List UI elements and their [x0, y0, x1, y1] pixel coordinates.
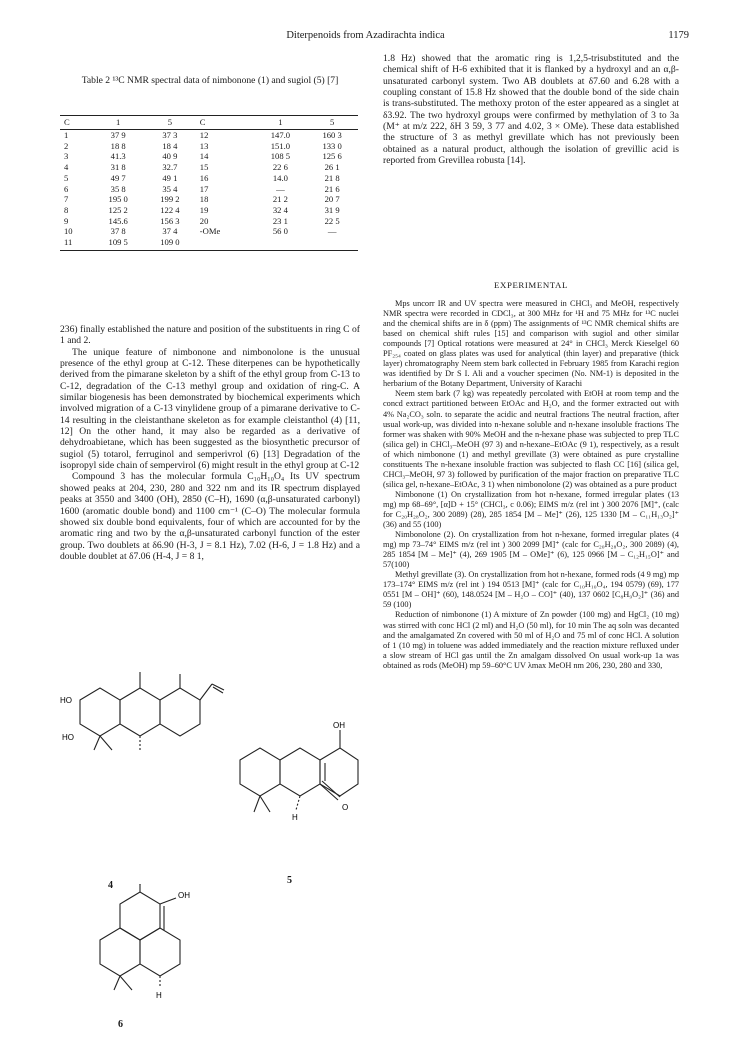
- table-cell: 6: [64, 183, 69, 194]
- table-cell: 21 8: [324, 172, 340, 183]
- table-header-cell: C: [196, 116, 255, 130]
- structure-label: 5: [287, 875, 292, 886]
- right-column-top: [383, 53, 679, 166]
- table-cell: 20 7: [324, 194, 340, 205]
- table-cell: 18 8: [110, 140, 126, 151]
- table-cell: —: [327, 226, 337, 237]
- table-cell: 125 2: [108, 204, 128, 215]
- table-cell: -OMe: [199, 226, 221, 237]
- table-cell: 49 1: [162, 172, 178, 183]
- table-cell: 147.0: [270, 130, 291, 140]
- page-number: 1179: [668, 30, 689, 41]
- paragraph: Nimbonone (1) On crystallization from hot n-hexane, formed irregular plates (13 mg) mp 68–69°, [α]D + 15° (CHCl₃, c 0.06); EIMS m/z (rel int ) 300 2076 [M]⁺, (calc for C₂₀H₂₈O₂, 300 2089) (28), 285 1854 [M – Me]⁺ (26), 125 1330 [M – C₁₁H₁₃O₂]⁺ (36) and 55 (100): [383, 489, 679, 530]
- paragraph: Methyl grevillate (3). On crystallization from hot n-hexane, formed rods (4 9 mg) mp 173–174° EIMS m/z (rel int ) 194 0513 [M]⁺ (calc for C₁₀H₁₀O₄, 194 0579) (69), 177 0551 [M – OH]⁺ (60), 148.0524 [M – H₂O – CO]⁺ (40), 137 0602 [C₈H₉O₂]⁺ (36) and 59 (100): [383, 570, 679, 610]
- structure-5: [230, 720, 360, 840]
- structure-label: 4: [108, 880, 113, 891]
- paragraph: Neem stem bark (7 kg) was repeatedly percolated with EtOH at room temp and the concd extract partitioned between EtOAc and H₂O, and the former extracted out with 4% Na₂CO₃ soln. to separate the acidic and neutral fractions The neutral fraction, after usual work-up, was divided into n-hexane soluble and n-hexane insoluble fractions The former was shaken with 90% MeOH and the n-hexane phase was subjected to prep TLC (silica gel) in CHCl₃–MeOH (97 3) and n-hexane–EtOAc (9 1), respectively, as a result of which nimbonone (1) and methyl grevillate (3) were obtained as pure crystalline constituents The n-hexane insoluble fraction was subjected to flash CC [16] (silica gel, CHCl₃–MeOH, 97 3) followed by purification of the major fraction on preparative TLC (silica gel, n-hexane–EtOAc, 3 1) when nimbonolone (2) was obtained as a pure product: [383, 389, 679, 489]
- table-header-cell: C: [60, 116, 92, 130]
- table-header-cell: 5: [306, 116, 358, 130]
- table-cell: 14: [199, 151, 209, 162]
- table-cell: [255, 237, 307, 250]
- table-cell: 122 4: [160, 204, 180, 215]
- table-row: [60, 151, 358, 162]
- table-cell: 4: [64, 162, 69, 173]
- running-header: [0, 30, 731, 44]
- table-cell: 9: [64, 215, 69, 226]
- table-header-cell: 1: [92, 116, 144, 130]
- table-cell: 37 8: [110, 226, 126, 237]
- table-cell: 14.0: [272, 172, 288, 183]
- table-cell: 3: [64, 151, 69, 162]
- table-cell: 109 5: [92, 237, 144, 250]
- table-cell: 35 8: [110, 183, 126, 194]
- table-cell: 19: [199, 204, 209, 215]
- atom-label: O: [342, 803, 349, 812]
- atom-label: H: [156, 991, 162, 1000]
- table-cell: 32.7: [162, 162, 178, 173]
- table-row: [60, 237, 358, 250]
- table-cell: [196, 237, 255, 250]
- table-cell: 40 9: [162, 151, 178, 162]
- table-cell: 21 2: [272, 194, 288, 205]
- nmr-table: [60, 115, 358, 251]
- table-cell: 10: [64, 226, 73, 237]
- table-header-cell: 1: [255, 116, 307, 130]
- paragraph: 236) finally established the nature and position of the substituents in ring C of 1 and 2.: [60, 324, 360, 347]
- section-heading: EXPERIMENTAL: [494, 280, 568, 290]
- atom-label: H: [292, 813, 298, 822]
- table-cell: 13: [199, 140, 209, 151]
- atom-label: OH: [178, 891, 190, 900]
- paragraph: The unique feature of nimbonone and nimbonolone is the unusual presence of the ethyl group at C-12. These diterpenes can be hypothetically derived from the pimarane skeleton by a shift of the ethyl group from C-13 to C-12, degradation of the C-13 methyl group and oxidation of ring-C. A similar biogenesis has been demonstrated by biochemical experiments which involved migration of a C-13 vinylidene group of a pimarane derivative to C-14 resulting in the cleistanthane skeleton as for example cleistanthol (4) [11, 12] On the other hand, it may also be regarded as a derivative of dehydroabietane, which has been suggested as the biosynthetic precursor of sugiol (5) totarol, ferruginol and semperivrol (6) [13] Degradation of the isopropyl side chain of sempervirol (6) might result in the ethyl group at C-12: [60, 346, 360, 472]
- paragraph: Reduction of nimbonone (1) A mixture of Zn powder (100 mg) and HgCl₂ (10 mg) was stirred with conc HCl (2 ml) and H₂O (50 ml), for 10 min The aq soln was decanted and the amalgamated Zn covered with 50 ml of H₂O and 75 ml of conc HCl. A solution of 1 (10 mg) in toluene was added immediately and the reaction mixture refluxed under a slow stream of HCl gas until the Zn amalgam dissolved On usual work-up 1a was obtained as rods (MeOH) mp 59–60°C UV λmax MeOH nm 206, 230, 280 and 330,: [383, 610, 679, 670]
- table-cell: 133 0: [322, 140, 342, 151]
- table-cell: 37 9: [110, 130, 126, 140]
- table-cell: —: [276, 183, 285, 194]
- table-cell: 108 5: [270, 151, 291, 162]
- table-cell: 31 8: [110, 162, 126, 173]
- table-cell: 32 4: [272, 204, 288, 215]
- table-row: [60, 184, 358, 195]
- table-header-row: [60, 116, 358, 130]
- table-cell: 22 5: [324, 215, 340, 226]
- table-cell: 8: [64, 204, 69, 215]
- atom-label: OH: [333, 721, 345, 730]
- paragraph: 1.8 Hz) showed that the aromatic ring is 1,2,5-trisubstituted and the chemical shift of H-6 exhibited that it is flanked by a hydroxyl and an α,β-unsaturated carbonyl system. Two AB doublets at δ7.60 and 6.28 with a coupling constant of 15.8 Hz showed that the double bond of the side chain is trans-substituted. The methoxy proton of the ester appeared as a singlet at δ3.92. The two hydroxyl groups were confirmed by methylation of 3 to 3a (M⁺ at m/z 222, δH 3 59, 3 77 and 4.02, 3 × OMe). These data established the structure of 3 as methyl grevillate which has not previously been obtained as a natural product, although the isolation of grevillic acid is reported from Grevillea robusta [14].: [383, 53, 679, 167]
- table-cell: 109 0: [144, 237, 196, 250]
- paragraph: Nimbonolone (2). On crystallization from hot n-hexane, formed irregular plates (4 mg) mp 73–74° EIMS m/z (rel int ) 300 2099 [M]⁺ (calc for C₂₀H₂₈O₂, 300 2089) (4), 285 1854 [M – Me]⁺ (4), 269 1905 [M – OMe]⁺ (6), 125 0966 [M – C₁₂H₁₅O]⁺ and 57(100): [383, 530, 679, 570]
- structure-4: [60, 640, 230, 880]
- table-cell: 11: [60, 237, 92, 250]
- table-cell: 1: [64, 130, 69, 140]
- table-cell: 41.3: [110, 151, 126, 162]
- running-title: Diterpenoids from Azadirachta indica: [286, 30, 445, 41]
- table-cell: 23 1: [272, 215, 288, 226]
- experimental-section: [383, 299, 679, 671]
- paragraph: Mps uncorr IR and UV spectra were measured in CHCl₃ and MeOH, respectively NMR spectra were recorded in CDCl₃, at 300 MHz for ¹H and 75 MHz for ¹³C nuclei and the chemical shifts are in δ (ppm) The assignments of ¹³C NMR chemical shifts are based on chemical shift rules [15] and comparison with sugiol and other similar compounds [7] Optical rotations were measured at 24° in CHCl₃ Merck Kieselgel 60 PF₂₅₄ coated on glass plates was used for analytical (thin layer) and preparative (thick layer) chromatography Neem stem bark collected in February 1985 from Karachi region was identified by Dr S I. Ali and a voucher specimen (No. NM-1) is deposited in the herbarium of the Botany Department, University of Karachi: [383, 299, 679, 389]
- table-row: [60, 130, 358, 141]
- table-cell: 2: [64, 140, 69, 151]
- table-row: [60, 216, 358, 227]
- table-cell: 15: [199, 162, 209, 173]
- structure-label: 6: [118, 1019, 123, 1030]
- table-row: [60, 141, 358, 152]
- structure-6: [60, 884, 220, 1014]
- table-cell: 5: [64, 172, 69, 183]
- table-row: [60, 205, 358, 216]
- table-cell: 21 6: [324, 183, 340, 194]
- table-cell: 37 3: [162, 130, 178, 140]
- table-cell: 199 2: [160, 194, 180, 205]
- table-cell: 31 9: [324, 204, 340, 215]
- table-cell: 18 4: [162, 140, 178, 151]
- table-cell: 12: [199, 130, 209, 140]
- table-cell: [306, 237, 358, 250]
- table-cell: 195 0: [108, 194, 128, 205]
- table-row: [60, 173, 358, 184]
- atom-label: HO: [62, 733, 74, 742]
- table-header-cell: 5: [144, 116, 196, 130]
- table-caption: Table 2 ¹³C NMR spectral data of nimbonone (1) and sugiol (5) [7]: [81, 75, 339, 86]
- table-cell: 49 7: [110, 172, 126, 183]
- table-row: [60, 194, 358, 205]
- table-cell: 20: [199, 215, 209, 226]
- atom-label: HO: [60, 696, 72, 705]
- table-cell: 17: [199, 183, 209, 194]
- table-cell: 37 4: [162, 226, 178, 237]
- table-row: [60, 162, 358, 173]
- left-column: [60, 324, 360, 562]
- table-cell: 125 6: [322, 151, 342, 162]
- table-cell: 18: [199, 194, 209, 205]
- table-cell: 16: [199, 172, 209, 183]
- table-cell: 26 1: [324, 162, 340, 173]
- table-cell: 22 6: [272, 162, 288, 173]
- table-cell: 35 4: [162, 183, 178, 194]
- table-row: [60, 226, 358, 237]
- paragraph: Compound 3 has the molecular formula C₁₀H₁₀O₄ Its UV spectrum showed peaks at 204, 230, 280 and 322 nm and its IR spectrum displayed peaks at 3550 and 3400 (OH), 2850 (C–H), 1690 (α,β-unsaturated carbonyl) 1600 (aromatic double bond) and 1100 cm⁻¹ (C–O) The molecular formula showed six double bond equivalents, four of which are accounted for by the aromatic ring and two by the α,β-unsaturated carbonyl function of the ester group. Two doublets at δ6.90 (H-3, J = 8.1 Hz), 7.02 (H-6, J = 1.8 Hz) and a double doublet at δ7.06 (H-4, J = 8 1,: [60, 471, 360, 562]
- table-cell: 151.0: [270, 140, 291, 151]
- table-cell: 156 3: [160, 215, 180, 226]
- table-cell: 7: [64, 194, 69, 205]
- table-cell: 56 0: [272, 226, 288, 237]
- table-cell: 145.6: [108, 215, 128, 226]
- table-cell: 160 3: [322, 130, 342, 140]
